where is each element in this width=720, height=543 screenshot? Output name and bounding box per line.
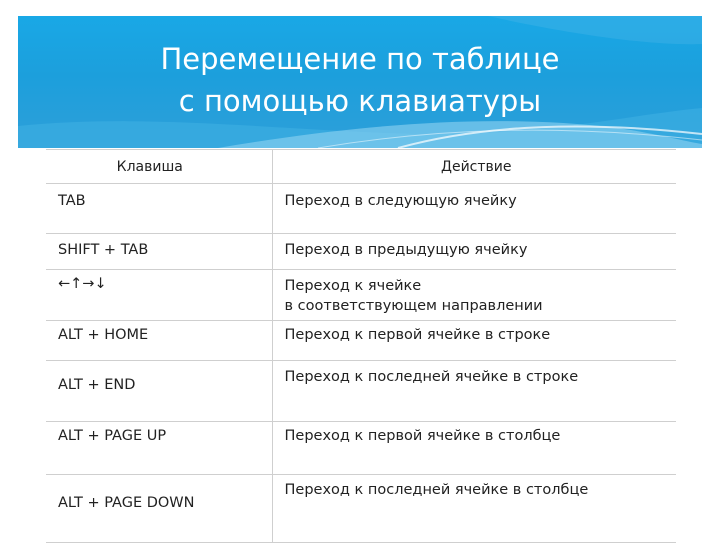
shortcuts-table (46, 149, 676, 543)
action-cell: Переход к первой ячейке в строке (272, 321, 676, 361)
header-action: Действие (272, 150, 676, 184)
table-row (46, 475, 676, 543)
table-row (46, 422, 676, 475)
title-line-2: с помощью клавиатуры (178, 84, 542, 118)
table-header-row (46, 150, 676, 184)
table-row (46, 361, 676, 422)
action-cell: Переход к последней ячейке в строке (272, 361, 676, 422)
key-cell: SHIFT + TAB (46, 234, 272, 270)
table-row (46, 321, 676, 361)
action-line-2: в соответствующем направлении (284, 298, 543, 314)
action-cell (272, 270, 676, 321)
action-cell: Переход к первой ячейке в столбце (272, 422, 676, 475)
action-cell: Переход в следующую ячейку (272, 184, 676, 234)
action-cell: Переход в предыдущую ячейку (272, 234, 676, 270)
action-cell: Переход к последней ячейке в столбце (272, 475, 676, 543)
key-cell: ALT + HOME (46, 321, 272, 361)
title-banner (18, 16, 702, 148)
table-row (46, 184, 676, 234)
key-cell: ←↑→↓ (46, 270, 272, 321)
table-row (46, 234, 676, 270)
title-line-1: Перемещение по таблице (160, 42, 560, 76)
key-cell: ALT + END (46, 361, 272, 422)
action-line-1: Переход к ячейке (284, 278, 422, 294)
slide-title (18, 38, 702, 122)
header-key: Клавиша (46, 150, 272, 184)
key-cell: ALT + PAGE DOWN (46, 475, 272, 543)
key-cell: ALT + PAGE UP (46, 422, 272, 475)
key-cell: TAB (46, 184, 272, 234)
table-row (46, 270, 676, 321)
